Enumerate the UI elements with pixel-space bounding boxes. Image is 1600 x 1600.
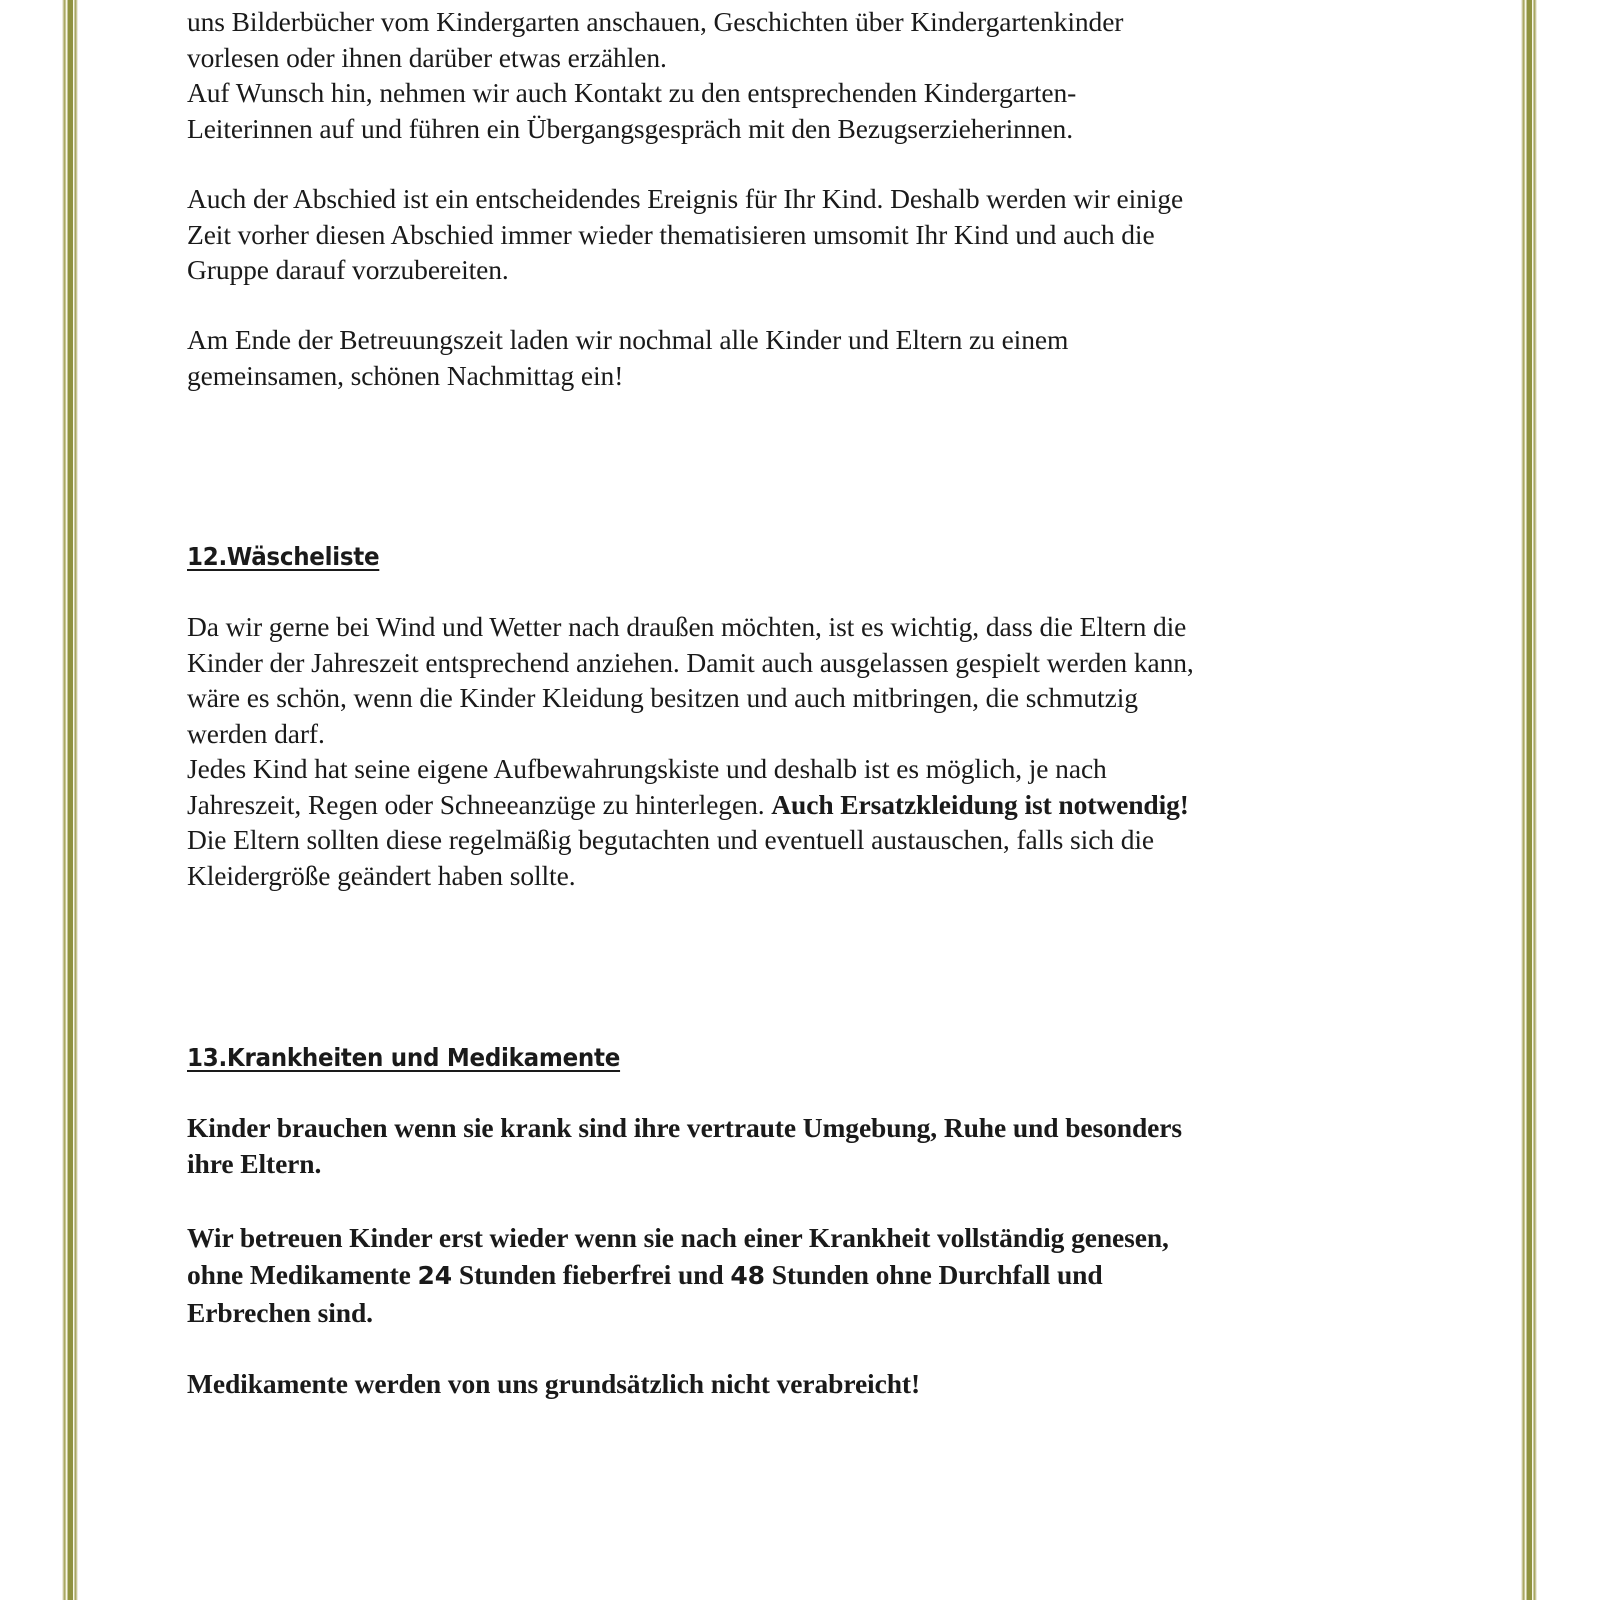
text-run: Stunden ohne Durchfall und bbox=[764, 1259, 1103, 1290]
hours-fever-free: 24 bbox=[417, 1261, 453, 1290]
text-line bbox=[187, 1256, 1407, 1294]
text-line: wäre es schön, wenn die Kinder Kleidung besitzen und auch mitbringen, die schmutzig bbox=[187, 682, 1138, 713]
farewell-paragraph bbox=[187, 181, 1407, 288]
text-run: Stunden fieberfrei und bbox=[452, 1259, 731, 1290]
section-13-paragraph-3 bbox=[187, 1366, 1407, 1402]
text-line: Jedes Kind hat seine eigene Aufbewahrungskiste und deshalb ist es möglich, je nach bbox=[187, 753, 1107, 784]
text-line: Da wir gerne bei Wind und Wetter nach draußen möchten, ist es wichtig, dass die Eltern die bbox=[187, 611, 1187, 642]
emphasis-text: Auch Ersatzkleidung ist notwendig! bbox=[771, 788, 1189, 820]
text-line: Am Ende der Betreuungszeit laden wir nochmal alle Kinder und Eltern zu einem bbox=[187, 324, 1069, 355]
section-13-paragraph-1 bbox=[187, 1110, 1407, 1181]
text-run: ohne Medikamente bbox=[187, 1259, 418, 1290]
text-line bbox=[187, 787, 1407, 823]
text-line: ihre Eltern. bbox=[187, 1147, 322, 1179]
text-line: werden darf. bbox=[187, 717, 325, 749]
text-line: Kinder brauchen wenn sie krank sind ihre vertraute Umgebung, Ruhe und besonders bbox=[187, 1112, 1182, 1143]
text-line: Kleidergröße geändert haben sollte. bbox=[187, 859, 576, 891]
text-line: Auf Wunsch hin, nehmen wir auch Kontakt zu den entsprechenden Kindergarten- bbox=[187, 77, 1077, 108]
text-line: Leiterinnen auf und führen ein Übergangsgespräch mit den Bezugserzieherinnen. bbox=[187, 112, 1073, 144]
text-line: Kinder der Jahreszeit entsprechend anziehen. Damit auch ausgelassen gespielt werden kann, bbox=[187, 646, 1194, 678]
text-line: Auch der Abschied ist ein entscheidendes Ereignis für Ihr Kind. Deshalb werden wir einige bbox=[187, 183, 1184, 214]
ending-paragraph bbox=[187, 322, 1407, 393]
text-line: Wir betreuen Kinder erst wieder wenn sie nach einer Krankheit vollständig genesen, bbox=[187, 1222, 1169, 1253]
section-13-paragraph-2 bbox=[187, 1219, 1407, 1331]
text-line: Die Eltern sollten diese regelmäßig begutachten und eventuell austauschen, falls sich die bbox=[187, 824, 1155, 855]
section-12-paragraph bbox=[187, 609, 1407, 893]
text-line: Medikamente werden von uns grundsätzlich nicht verabreicht! bbox=[187, 1368, 921, 1399]
section-13-heading: 13.Krankheiten und Medikamente bbox=[187, 1043, 621, 1072]
page-border-left bbox=[62, 0, 78, 1600]
text-line: gemeinsamen, schönen Nachmittag ein! bbox=[187, 359, 624, 391]
page-border-right bbox=[1521, 0, 1537, 1600]
text-line: Zeit vorher diesen Abschied immer wieder thematisieren umsomit Ihr Kind und auch die bbox=[187, 218, 1155, 250]
text-line: Gruppe darauf vorzubereiten. bbox=[187, 254, 509, 285]
section-12-heading: 12.Wäscheliste bbox=[187, 542, 380, 571]
hours-no-diarrhea: 48 bbox=[730, 1261, 765, 1290]
text-line: Erbrechen sind. bbox=[187, 1297, 373, 1328]
text-line: uns Bilderbücher vom Kindergarten anschauen, Geschichten über Kindergartenkinder bbox=[187, 6, 1124, 37]
text-run: Jahreszeit, Regen oder Schneeanzüge zu hinterlegen. bbox=[187, 788, 772, 820]
text-line: vorlesen oder ihnen darüber etwas erzählen. bbox=[187, 41, 667, 73]
intro-paragraph bbox=[187, 4, 1407, 146]
